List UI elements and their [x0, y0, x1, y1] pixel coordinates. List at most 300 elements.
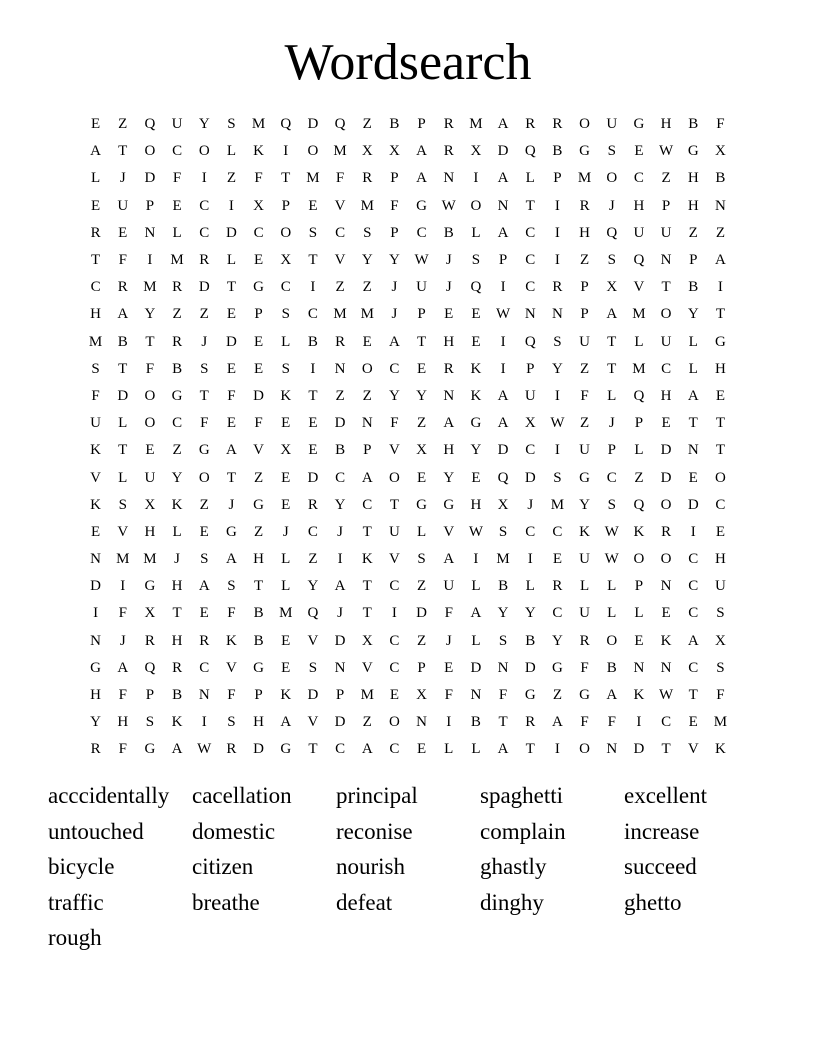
grid-letter: U	[579, 333, 590, 350]
grid-letter: N	[551, 306, 563, 323]
grid-letter: D	[198, 279, 210, 296]
grid-letter: Z	[172, 306, 182, 323]
grid-letter: H	[470, 496, 482, 513]
grid-letter: U	[660, 333, 672, 350]
grid-letter: P	[254, 306, 263, 323]
grid-letter: Z	[335, 279, 345, 296]
grid-letter: G	[579, 143, 590, 160]
grid-letter: B	[552, 143, 563, 160]
grid-letter: E	[389, 687, 399, 704]
grid-letter: T	[199, 387, 209, 404]
grid-letter: O	[144, 387, 156, 404]
grid-letter: A	[497, 116, 509, 133]
grid-letter: K	[280, 387, 292, 404]
grid-letter: Y	[443, 469, 455, 486]
grid-letter: D	[524, 469, 536, 486]
grid-letter: Y	[687, 306, 699, 323]
grid-letter: U	[144, 469, 156, 486]
grid-letter: F	[580, 714, 589, 731]
grid-letter: G	[687, 143, 699, 160]
grid-letter: C	[688, 578, 699, 595]
grid-letter: C	[552, 523, 563, 540]
grid-letter: O	[660, 306, 672, 323]
grid-letter: W	[550, 415, 565, 432]
grid-letter: E	[362, 333, 372, 350]
grid-letter: Y	[307, 578, 319, 595]
grid-letter: U	[171, 116, 183, 133]
grid-letter: A	[334, 578, 346, 595]
grid-letter: P	[634, 415, 644, 432]
grid-letter: P	[634, 578, 644, 595]
grid-letter: M	[713, 714, 728, 731]
grid-letter: J	[337, 523, 343, 540]
grid-letter: D	[633, 741, 645, 758]
grid-letter: E	[444, 306, 454, 323]
grid-letter: U	[443, 578, 455, 595]
grid-letter: L	[172, 523, 182, 540]
grid-letter: C	[688, 605, 699, 622]
grid-letter: Z	[416, 632, 427, 649]
grid-letter: K	[633, 523, 645, 540]
grid-letter: A	[225, 442, 237, 459]
grid-letter: Z	[253, 523, 264, 540]
grid-letter: O	[470, 197, 482, 214]
grid-letter: E	[715, 387, 725, 404]
grid-letter: M	[360, 306, 374, 323]
grid-letter: C	[90, 279, 101, 296]
grid-letter: M	[496, 551, 510, 568]
grid-letter: T	[118, 143, 128, 160]
grid-letter: S	[227, 714, 236, 731]
grid-letter: T	[661, 741, 671, 758]
grid-letter: X	[497, 496, 509, 513]
grid-letter: X	[144, 496, 156, 513]
grid-letter: A	[606, 306, 618, 323]
grid-letter: D	[334, 632, 346, 649]
grid-letter: J	[391, 279, 398, 296]
grid-letter: Z	[253, 469, 264, 486]
grid-letter: E	[226, 306, 236, 323]
grid-letter: A	[497, 224, 509, 241]
grid-letter: E	[308, 415, 318, 432]
grid-letter: T	[498, 714, 508, 731]
grid-letter: P	[526, 360, 535, 377]
grid-letter: J	[445, 279, 452, 296]
grid-letter: W	[468, 523, 483, 540]
grid-letter: K	[633, 687, 645, 704]
grid-letter: A	[687, 387, 699, 404]
grid-letter: R	[90, 741, 101, 758]
word-list-item: defeat	[336, 889, 393, 915]
grid-letter: W	[495, 306, 511, 323]
grid-letter: B	[443, 224, 454, 241]
grid-letter: D	[416, 605, 427, 622]
grid-letter: V	[225, 659, 237, 676]
grid-letter: S	[200, 360, 209, 377]
grid-letter: C	[389, 741, 400, 758]
grid-letter: R	[226, 741, 237, 758]
grid-letter: C	[389, 578, 400, 595]
grid-letter: I	[337, 551, 343, 568]
grid-letter: T	[688, 415, 698, 432]
grid-letter: N	[497, 659, 509, 676]
grid-letter: L	[607, 578, 617, 595]
grid-letter: N	[443, 387, 455, 404]
grid-letter: C	[416, 224, 427, 241]
grid-letter: B	[688, 279, 699, 296]
grid-letter: Z	[362, 387, 372, 404]
grid-letter: A	[361, 469, 373, 486]
grid-letter: W	[604, 551, 619, 568]
grid-letter: H	[660, 116, 672, 133]
grid-letter: R	[443, 360, 454, 377]
grid-letter: J	[174, 551, 180, 568]
word-list	[48, 780, 768, 958]
grid-letter: O	[660, 551, 672, 568]
word-list-item: succeed	[624, 854, 697, 880]
grid-letter: C	[199, 659, 210, 676]
grid-letter: N	[524, 306, 536, 323]
grid-letter: E	[634, 143, 644, 160]
grid-letter: B	[172, 360, 183, 377]
grid-letter: U	[606, 116, 618, 133]
grid-letter: C	[172, 143, 183, 160]
grid-letter: D	[253, 741, 264, 758]
grid-letter: I	[283, 143, 289, 160]
grid-letter: P	[390, 170, 399, 187]
grid-letter: O	[144, 415, 156, 432]
grid-letter: C	[389, 360, 400, 377]
grid-letter: A	[388, 333, 400, 350]
grid-letter: C	[335, 469, 346, 486]
grid-letter: J	[445, 632, 452, 649]
grid-letter: M	[469, 116, 483, 133]
grid-letter: D	[253, 387, 264, 404]
word-list-item: complain	[480, 818, 566, 844]
grid-letter: C	[307, 306, 318, 323]
grid-letter: D	[687, 496, 699, 513]
grid-letter: N	[90, 632, 101, 649]
word-list-item: breathe	[192, 889, 260, 915]
grid-letter: P	[607, 442, 616, 459]
grid-letter: B	[389, 116, 400, 133]
grid-letter: C	[715, 496, 726, 513]
grid-letter: M	[116, 551, 130, 568]
grid-letter: E	[688, 714, 698, 731]
grid-letter: A	[497, 741, 509, 758]
grid-letter: E	[90, 116, 101, 133]
grid-letter: H	[171, 632, 183, 649]
grid-letter: S	[363, 224, 372, 241]
word-list-item: reconise	[336, 818, 413, 844]
grid-letter: M	[577, 170, 592, 187]
grid-letter: K	[714, 741, 726, 758]
grid-letter: N	[497, 197, 509, 214]
grid-letter: O	[198, 143, 210, 160]
grid-letter: N	[416, 714, 427, 731]
grid-letter: T	[362, 578, 372, 595]
grid-letter: S	[308, 224, 318, 241]
grid-letter: H	[144, 523, 156, 540]
grid-letter: U	[633, 224, 645, 241]
grid-letter: E	[444, 659, 454, 676]
grid-letter: M	[550, 496, 565, 513]
grid-letter: O	[198, 469, 210, 486]
grid-letter: E	[471, 306, 481, 323]
grid-letter: G	[144, 741, 156, 758]
grid-letter: G	[579, 469, 590, 486]
grid-letter: O	[633, 551, 645, 568]
grid-letter: Q	[470, 279, 482, 296]
grid-letter: A	[551, 714, 563, 731]
grid-letter: Y	[416, 387, 427, 404]
grid-letter: X	[361, 632, 373, 649]
grid-letter: F	[716, 687, 725, 704]
grid-letter: G	[416, 197, 427, 214]
word-list-item: dinghy	[480, 889, 544, 915]
grid-letter: E	[281, 415, 291, 432]
grid-letter: V	[334, 252, 346, 269]
grid-letter: H	[633, 197, 645, 214]
grid-letter: W	[604, 523, 619, 540]
grid-letter: I	[500, 360, 506, 377]
grid-letter: I	[554, 197, 560, 214]
grid-letter: S	[716, 659, 725, 676]
grid-letter: Q	[524, 333, 536, 350]
grid-letter: H	[579, 224, 590, 241]
grid-letter: N	[606, 741, 618, 758]
grid-letter: K	[171, 714, 183, 731]
grid-letter: P	[417, 659, 426, 676]
grid-letter: U	[660, 224, 672, 241]
grid-letter: B	[335, 442, 346, 459]
grid-letter: F	[254, 170, 263, 187]
grid-letter: Z	[579, 360, 590, 377]
grid-letter: X	[361, 143, 373, 160]
grid-letter: K	[660, 632, 672, 649]
grid-letter: K	[225, 632, 237, 649]
grid-letter: T	[362, 523, 372, 540]
grid-letter: E	[199, 605, 209, 622]
grid-letter: R	[579, 632, 590, 649]
grid-letter: L	[90, 170, 101, 187]
grid-letter: U	[90, 415, 101, 432]
grid-letter: R	[552, 578, 563, 595]
grid-letter: Z	[199, 496, 209, 513]
grid-letter: I	[500, 279, 506, 296]
grid-letter: T	[226, 469, 236, 486]
grid-letter: N	[361, 415, 373, 432]
grid-letter: T	[715, 306, 725, 323]
grid-letter: C	[335, 224, 346, 241]
grid-letter: O	[361, 360, 373, 377]
grid-letter: F	[118, 252, 127, 269]
grid-letter: A	[497, 170, 509, 187]
grid-letter: I	[554, 442, 560, 459]
grid-letter: A	[497, 415, 509, 432]
grid-letter: Z	[579, 252, 590, 269]
grid-letter: N	[660, 578, 672, 595]
grid-letter: T	[688, 687, 698, 704]
grid-letter: P	[335, 687, 345, 704]
grid-letter: Q	[524, 143, 536, 160]
grid-letter: I	[473, 551, 479, 568]
grid-letter: Q	[144, 116, 156, 133]
word-list-item: rough	[48, 925, 102, 951]
grid-letter: G	[253, 279, 264, 296]
grid-letter: Z	[118, 116, 128, 133]
word-list-item: ghastly	[480, 854, 547, 880]
grid-letter: H	[253, 714, 264, 731]
grid-letter: I	[473, 170, 479, 187]
grid-letter: A	[280, 714, 292, 731]
grid-letter: M	[143, 279, 157, 296]
grid-letter: G	[253, 659, 264, 676]
grid-letter: D	[660, 442, 672, 459]
grid-letter: I	[120, 578, 126, 595]
grid-letter: J	[201, 333, 208, 350]
grid-letter: V	[117, 523, 129, 540]
grid-letter: L	[471, 741, 481, 758]
grid-letter: Q	[606, 224, 618, 241]
grid-letter: C	[199, 197, 210, 214]
grid-letter: O	[606, 632, 618, 649]
grid-letter: X	[144, 605, 156, 622]
grid-letter: U	[714, 578, 726, 595]
grid-letter: T	[416, 333, 427, 350]
grid-letter: L	[226, 252, 236, 269]
grid-letter: R	[525, 116, 536, 133]
grid-letter: N	[660, 252, 672, 269]
grid-letter: E	[226, 415, 236, 432]
grid-letter: D	[307, 687, 319, 704]
grid-letter: E	[281, 659, 291, 676]
grid-letter: C	[688, 659, 699, 676]
grid-letter: Z	[362, 116, 372, 133]
grid-letter: D	[117, 387, 129, 404]
grid-letter: W	[658, 143, 674, 160]
grid-letter: F	[118, 687, 127, 704]
grid-letter: W	[414, 252, 429, 269]
grid-letter: E	[634, 632, 644, 649]
grid-letter: Z	[362, 714, 372, 731]
grid-letter: C	[335, 741, 346, 758]
grid-letter: Y	[497, 605, 509, 622]
grid-letter: K	[280, 687, 292, 704]
grid-letter: D	[144, 170, 156, 187]
grid-letter: Y	[579, 496, 590, 513]
grid-letter: S	[281, 306, 290, 323]
grid-letter: H	[117, 714, 129, 731]
grid-letter: L	[281, 333, 291, 350]
word-list-item: bicycle	[48, 854, 115, 880]
grid-letter: F	[118, 605, 127, 622]
grid-letter: I	[446, 714, 452, 731]
grid-letter: R	[307, 496, 318, 513]
grid-letter: J	[608, 415, 615, 432]
grid-letter: G	[714, 333, 726, 350]
grid-letter: N	[687, 442, 699, 459]
grid-letter: W	[197, 741, 212, 758]
grid-letter: Q	[280, 116, 292, 133]
grid-letter: B	[688, 116, 699, 133]
grid-letter: S	[308, 659, 318, 676]
grid-letter: E	[281, 496, 291, 513]
grid-letter: N	[470, 687, 482, 704]
grid-letter: I	[310, 279, 316, 296]
grid-letter: Z	[688, 224, 698, 241]
grid-letter: G	[144, 578, 156, 595]
grid-letter: R	[579, 197, 590, 214]
grid-letter: T	[525, 741, 535, 758]
grid-letter: A	[361, 741, 373, 758]
grid-letter: C	[389, 659, 400, 676]
grid-letter: L	[118, 469, 128, 486]
grid-letter: M	[143, 551, 157, 568]
grid-letter: Y	[524, 605, 536, 622]
grid-letter: S	[716, 605, 725, 622]
grid-letter: V	[633, 279, 645, 296]
grid-letter: J	[391, 306, 398, 323]
grid-letter: L	[444, 741, 454, 758]
grid-letter: C	[688, 551, 699, 568]
grid-letter: Y	[388, 387, 400, 404]
grid-letter: E	[172, 197, 182, 214]
grid-letter: Z	[552, 687, 562, 704]
grid-letter: E	[281, 632, 291, 649]
grid-letter: L	[281, 578, 291, 595]
grid-letter: S	[281, 360, 290, 377]
grid-letter: L	[579, 578, 590, 595]
grid-letter: Y	[334, 496, 346, 513]
grid-letter: K	[90, 496, 101, 513]
grid-letter: W	[441, 197, 456, 214]
grid-letter: X	[714, 143, 726, 160]
grid-letter: T	[90, 252, 101, 269]
grid-letter: M	[632, 360, 646, 377]
grid-letter: Z	[416, 578, 427, 595]
grid-letter: Q	[633, 496, 645, 513]
grid-letter: E	[118, 224, 128, 241]
grid-letter: A	[416, 143, 427, 160]
grid-letter: H	[714, 551, 726, 568]
grid-letter: G	[551, 659, 563, 676]
grid-letter: L	[471, 578, 481, 595]
grid-letter: Y	[90, 714, 101, 731]
grid-letter: I	[690, 523, 696, 540]
grid-letter: V	[388, 551, 400, 568]
grid-letter: T	[362, 605, 372, 622]
grid-letter: K	[579, 523, 590, 540]
grid-letter: F	[200, 415, 209, 432]
grid-letter: T	[172, 605, 182, 622]
grid-letter: C	[362, 496, 373, 513]
grid-letter: F	[607, 714, 616, 731]
grid-letter: B	[253, 632, 264, 649]
grid-letter: E	[688, 469, 698, 486]
grid-letter: U	[416, 279, 427, 296]
grid-letter: X	[524, 415, 536, 432]
grid-letter: Q	[633, 252, 645, 269]
grid-letter: R	[525, 714, 536, 731]
grid-letter: A	[171, 741, 183, 758]
grid-letter: E	[226, 360, 236, 377]
grid-letter: E	[715, 523, 725, 540]
grid-letter: R	[443, 143, 454, 160]
grid-letter: X	[606, 279, 618, 296]
grid-letter: Q	[307, 605, 319, 622]
grid-letter: R	[172, 659, 183, 676]
